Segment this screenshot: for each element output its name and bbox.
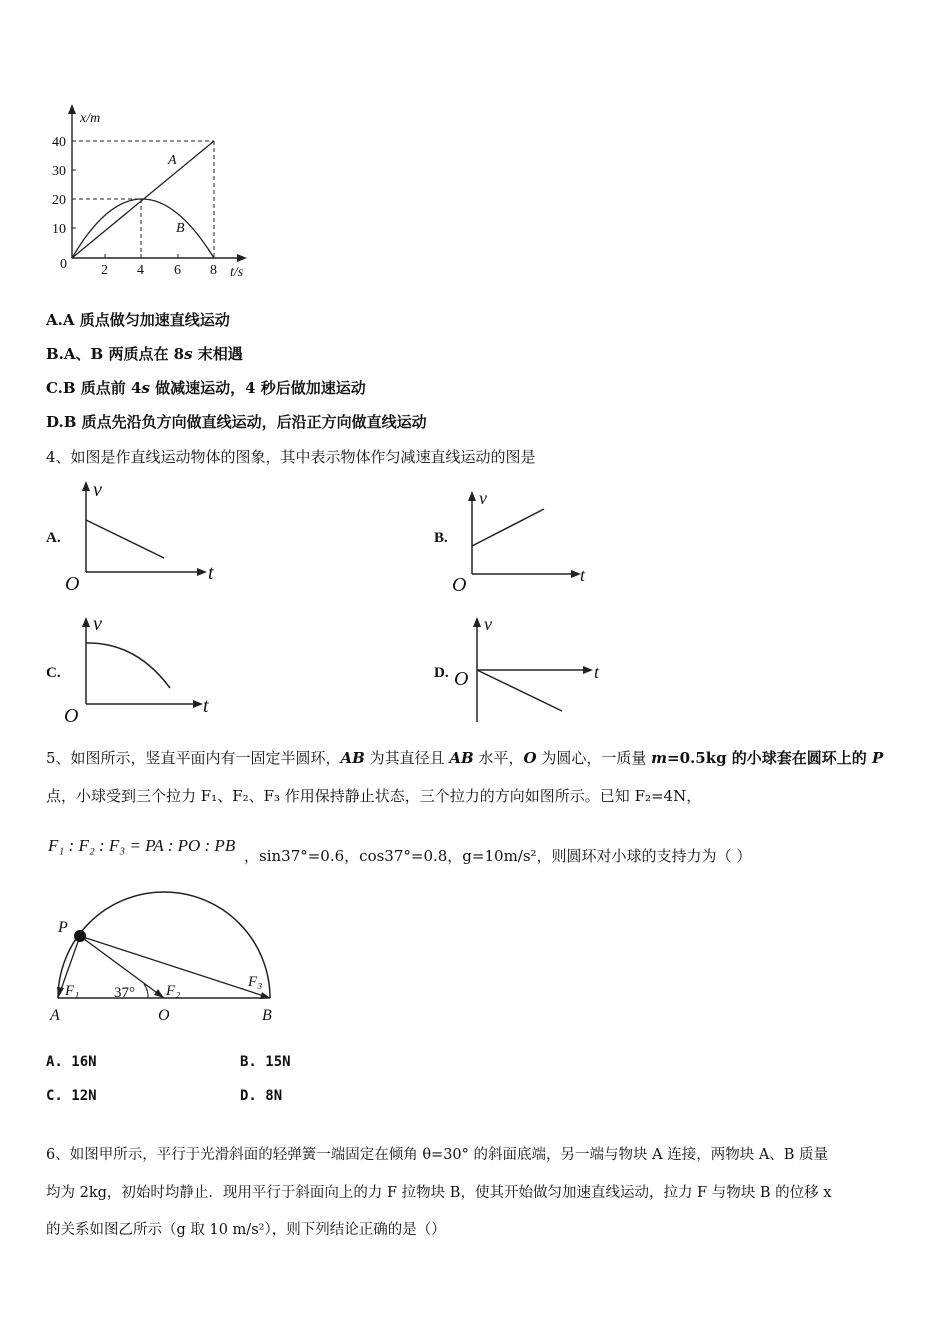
arrow-F1	[57, 987, 64, 998]
svg-text:O: O	[452, 574, 467, 596]
svg-text:t: t	[208, 562, 214, 584]
y-tick-40: 40	[52, 135, 66, 150]
q6-line1: 6、如图甲所示，平行于光滑斜面的轻弹簧一端固定在倾角 θ=30° 的斜面底端，另一端与物块 A 连接，两物块 A、B 质量	[46, 1147, 829, 1163]
svg-text:v: v	[93, 479, 102, 501]
svg-text:F₁: F₁	[65, 983, 80, 999]
svg-text:v: v	[484, 614, 492, 634]
y-tick-10: 10	[52, 222, 66, 237]
q4-label-c: C.	[46, 665, 61, 681]
q4-stem: 4、如图是作直线运动物体的图象，其中表示物体作匀减速直线运动的图是	[46, 448, 536, 466]
svg-text:O: O	[158, 1007, 170, 1024]
q4-d-line	[477, 670, 562, 711]
svg-text:P: P	[58, 919, 68, 936]
q4-label-b: B.	[434, 530, 448, 546]
origin-0: 0	[60, 257, 67, 272]
q5-line3: ，sin37°=0.6，cos37°=0.8，g=10m/s²，则圆环对小球的支持力为（ ）	[244, 847, 752, 865]
x-tick-4: 4	[137, 263, 144, 278]
q6-line2: 均为 2kg，初始时均静止．现用平行于斜面向上的力 F 拉物块 B，使其开始做匀加速直线运动，拉力 F 与物块 B 的位移 x	[46, 1185, 832, 1201]
y-axis-arrow	[68, 104, 76, 114]
y-tick-30: 30	[52, 164, 66, 179]
x-axis-label: t/s	[230, 265, 244, 280]
curve-B	[72, 199, 214, 258]
q4-graph-b	[448, 486, 598, 596]
q4-label-d: D.	[434, 665, 449, 681]
semicircle	[58, 892, 270, 998]
svg-text:F₃: F₃	[248, 974, 263, 990]
label-A: A	[168, 153, 177, 168]
q5-option-d: D. 8N	[240, 1088, 283, 1104]
svg-text:t: t	[594, 662, 600, 682]
q4-graph-d	[448, 612, 608, 726]
q4-c-curve	[86, 643, 170, 688]
q4-graph-c	[60, 612, 220, 728]
svg-text:O: O	[64, 705, 79, 727]
q3-option-b: B.A、B 两质点在 8s 末相遇	[46, 345, 243, 363]
x-axis-arrow	[237, 254, 247, 262]
q5-option-c: C. 12N	[46, 1088, 97, 1104]
q5-formula: F₁ : F₂ : F₃ = PA : PO : PB	[48, 836, 236, 855]
svg-text:A: A	[50, 1007, 60, 1024]
label-B: B	[176, 221, 185, 236]
x-tick-6: 6	[174, 263, 181, 278]
q4-a-line	[86, 520, 164, 558]
q6-line3: 的关系如图乙所示（g 取 10 m/s²），则下列结论正确的是（）	[46, 1222, 446, 1238]
arrow-F3	[260, 992, 270, 999]
ball-P	[74, 930, 86, 942]
svg-text:v: v	[479, 488, 487, 508]
x-tick-8: 8	[210, 263, 217, 278]
y-tick-20: 20	[52, 193, 66, 208]
q3-option-d: D.B 质点先沿负方向做直线运动，后沿正方向做直线运动	[46, 413, 427, 431]
arrow-F2	[154, 989, 164, 998]
xt-graph	[40, 100, 260, 285]
q5-figure	[40, 880, 290, 1030]
svg-text:v: v	[93, 613, 102, 635]
q4-graph-a	[60, 478, 230, 593]
svg-text:F₂: F₂	[166, 983, 181, 999]
y-axis-label: x/m	[80, 111, 101, 126]
q5-line1: 5、如图所示，竖直平面内有一固定半圆环，AB 为其直径且 AB 水平，O 为圆心，一质量 m=0.5kg 的小球套在圆环上的 P	[46, 749, 884, 767]
q5-option-a: A. 16N	[46, 1054, 97, 1070]
q5-line2: 点，小球受到三个拉力 F₁、F₂、F₃ 作用保持静止状态，三个拉力的方向如图所示。已知 F₂=4N，	[46, 787, 702, 805]
svg-text:t: t	[203, 695, 209, 717]
svg-text:B: B	[262, 1007, 272, 1024]
svg-text:t: t	[580, 565, 586, 585]
q4-label-a: A.	[46, 530, 61, 546]
svg-text:O: O	[454, 668, 469, 690]
q5-option-b: B. 15N	[240, 1054, 291, 1070]
q3-option-a: A.A 质点做匀加速直线运动	[46, 311, 230, 329]
svg-text:O: O	[65, 573, 80, 593]
q4-b-line	[472, 509, 544, 546]
svg-text:37°: 37°	[114, 985, 135, 1001]
x-tick-2: 2	[101, 263, 108, 278]
q3-option-c: C.B 质点前 4s 做减速运动，4 秒后做加速运动	[46, 379, 366, 397]
